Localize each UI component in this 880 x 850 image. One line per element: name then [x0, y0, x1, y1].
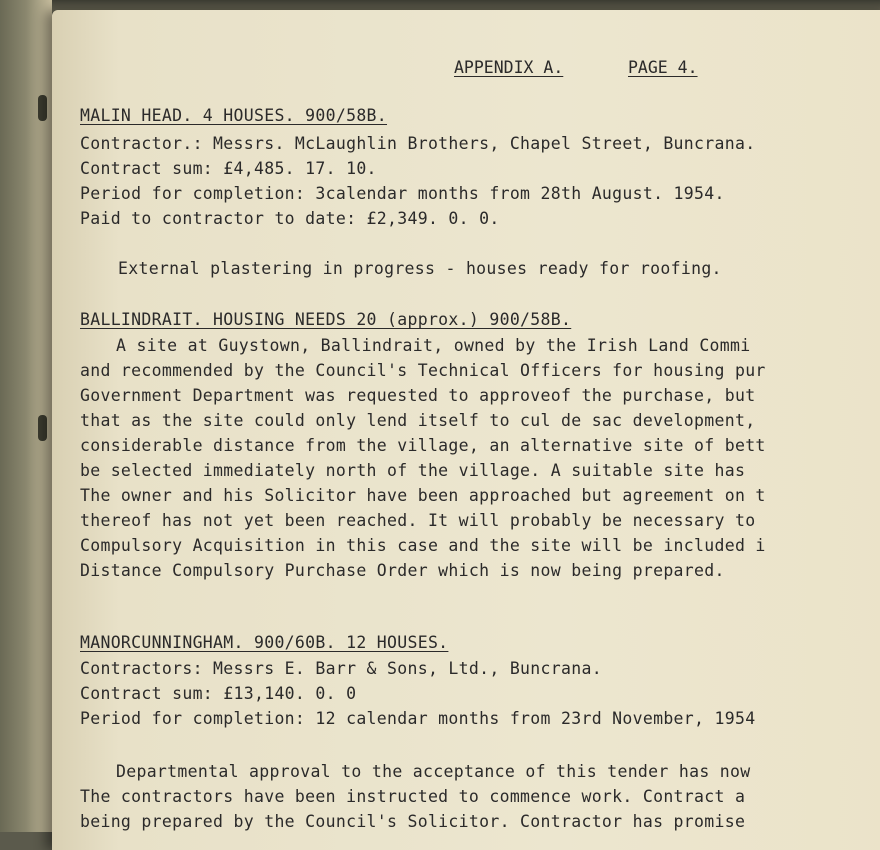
text-line: Contractors: Messrs E. Barr & Sons, Ltd., Buncrana.: [80, 659, 602, 678]
text-line: Paid to contractor to date: £2,349. 0. 0.: [80, 209, 500, 228]
paragraph-line: being prepared by the Council's Solicitor. Contractor has promise: [80, 812, 746, 831]
paragraph-line: that as the site could only lend itself to cul de sac development,: [80, 411, 756, 430]
appendix-label: APPENDIX A.: [454, 58, 564, 77]
paragraph-line: Distance Compulsory Purchase Order which is now being prepared.: [80, 561, 725, 580]
paragraph-line: The owner and his Solicitor have been approached but agreement on t: [80, 486, 766, 505]
text-line: Period for completion: 3calendar months from 28th August. 1954.: [80, 184, 725, 203]
paragraph-line: and recommended by the Council's Technical Officers for housing pur: [80, 361, 766, 380]
section-heading-ballindrait: BALLINDRAIT. HOUSING NEEDS 20 (approx.) 900/58B.: [80, 310, 572, 329]
binder-hole: [38, 415, 47, 441]
text-line: Period for completion: 12 calendar months from 23rd November, 1954: [80, 709, 756, 728]
paragraph-line: thereof has not yet been reached. It will probably be necessary to: [80, 511, 756, 530]
text-line: Contract sum: £13,140. 0. 0: [80, 684, 357, 703]
paragraph-line: External plastering in progress - houses ready for roofing.: [118, 259, 722, 278]
paragraph-line: be selected immediately north of the village. A suitable site has: [80, 461, 746, 480]
paragraph-line: Government Department was requested to approveof the purchase, but: [80, 386, 756, 405]
text-line: Contractor.: Messrs. McLaughlin Brothers, Chapel Street, Buncrana.: [80, 134, 756, 153]
section-heading-malin-head: MALIN HEAD. 4 HOUSES. 900/58B.: [80, 106, 388, 125]
paragraph-line: Departmental approval to the acceptance of this tender has now: [116, 762, 751, 781]
binder-hole: [38, 95, 47, 121]
page-number: PAGE 4.: [628, 58, 698, 77]
paragraph-line: considerable distance from the village, an alternative site of bett: [80, 436, 766, 455]
text-line: Contract sum: £4,485. 17. 10.: [80, 159, 377, 178]
paragraph-line: The contractors have been instructed to commence work. Contract a: [80, 787, 746, 806]
paragraph-line: A site at Guystown, Ballindrait, owned by the Irish Land Commi: [116, 336, 751, 355]
paragraph-line: Compulsory Acquisition in this case and the site will be included i: [80, 536, 766, 555]
section-heading-manorcunningham: MANORCUNNINGHAM. 900/60B. 12 HOUSES.: [80, 633, 449, 652]
